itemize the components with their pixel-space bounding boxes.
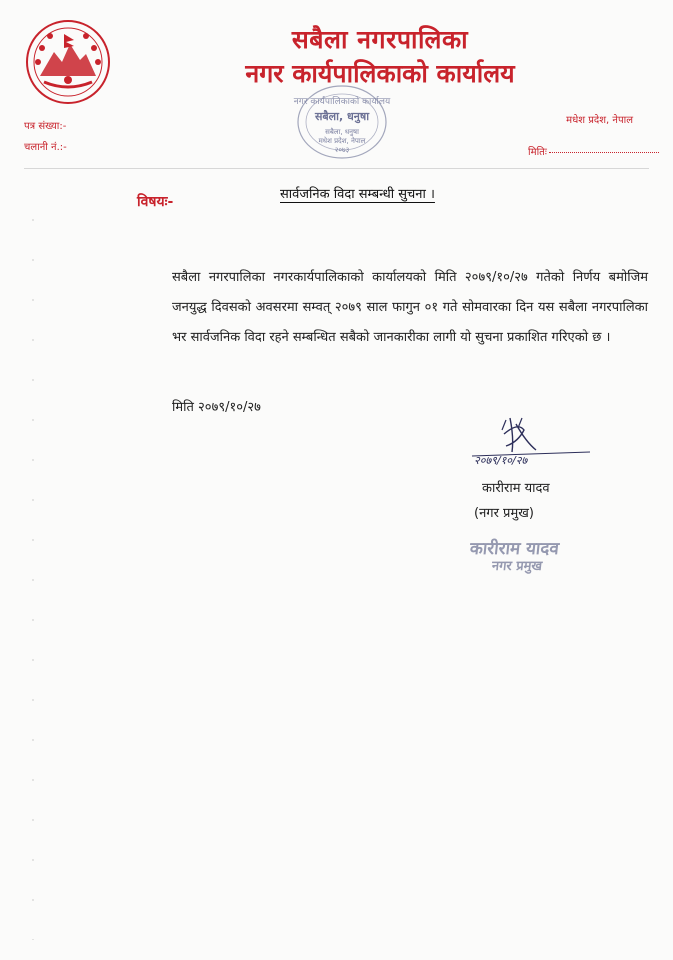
header-divider bbox=[24, 168, 649, 169]
notice-date: मिति २०७९/१०/२७ bbox=[172, 400, 261, 415]
page-margin-dots bbox=[32, 200, 34, 940]
seal-line1: सबैला, धनुषा bbox=[325, 128, 359, 136]
title-stamp: नगर प्रमुख bbox=[491, 559, 543, 574]
province-label: मधेश प्रदेश, नेपाल bbox=[566, 115, 633, 126]
seal-line3: २०७३ bbox=[334, 146, 350, 154]
office-title: नगर कार्यपालिकाको कार्यालय bbox=[245, 59, 515, 88]
letter-number-label: पत्र संख्या:- bbox=[24, 121, 67, 132]
subject-text: सार्वजनिक विदा सम्बन्धी सुचना । bbox=[280, 187, 435, 202]
notice-body: सबैला नगरपालिका नगरकार्यपालिकाको कार्यालयको मिति २०७९/१०/२७ गतेको निर्णय बमोजिम जनयुद्ध दिवसको अवसरमा सम्वत् २०७९ साल फागुन ०१ गते सोमवारका दिन यस सबैला नगरपालिका भर सार्वजनिक विदा रहने सम्बन्धित सबैको जानकारीका लागी यो सुचना प्रकाशित गरिएको छ । bbox=[172, 270, 648, 345]
dispatch-number-label: चलानी नं.:- bbox=[24, 142, 67, 153]
seal-center-name: सबैला, धनुषा bbox=[314, 110, 370, 123]
date-blank-line bbox=[549, 152, 659, 153]
subject-label: विषयः- bbox=[137, 194, 174, 210]
nepal-emblem-icon bbox=[24, 18, 112, 106]
signature-date: २०७९/१०/२७ bbox=[474, 454, 528, 467]
signatory-name: कारीराम यादव bbox=[482, 481, 550, 496]
signatory-title: (नगर प्रमुख) bbox=[474, 506, 534, 521]
handwritten-signature bbox=[466, 412, 594, 476]
date-label: मितिः bbox=[528, 147, 547, 158]
date-field bbox=[528, 144, 659, 158]
municipality-title: सबैला नगरपालिका bbox=[291, 25, 469, 54]
seal-arc-text: नगर कार्यपालिकाको कार्यालय bbox=[293, 97, 391, 107]
office-seal-stamp bbox=[290, 82, 394, 164]
name-stamp: कारीराम यादव bbox=[468, 539, 560, 559]
seal-line2: मधेश प्रदेश, नेपाल bbox=[318, 137, 366, 145]
